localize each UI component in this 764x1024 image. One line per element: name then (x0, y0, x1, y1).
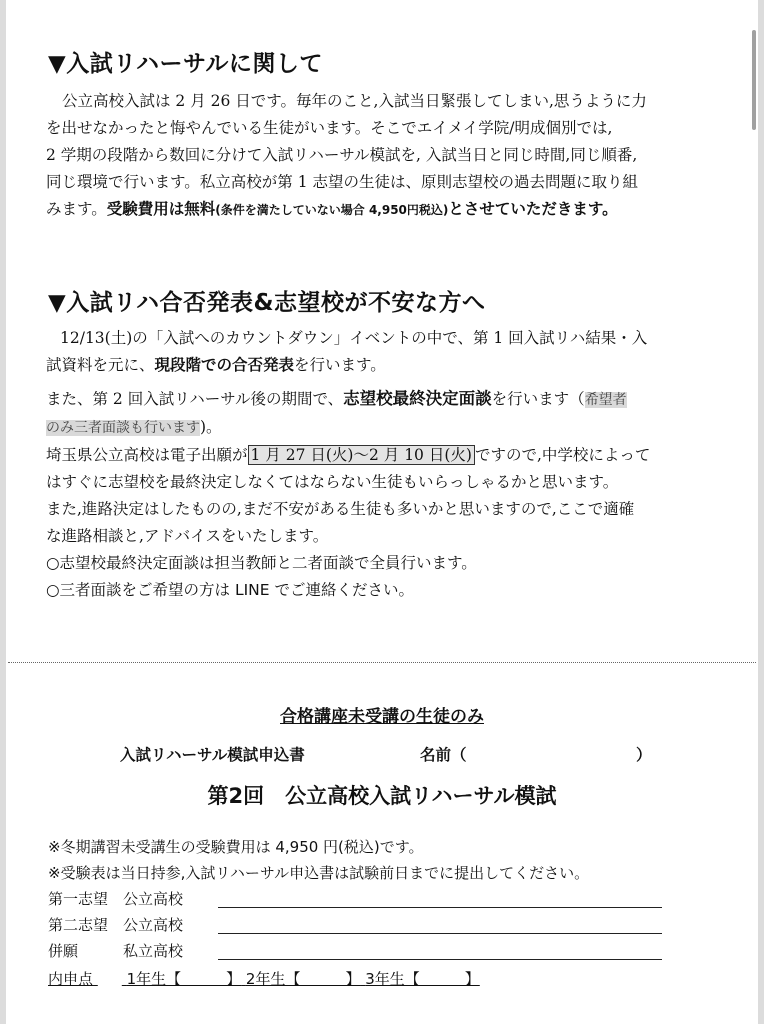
name-close: ） (636, 746, 652, 764)
section-heading-results: ▼入試リハ合否発表&志望校が不安な方へ (48, 290, 486, 316)
section2-notes (46, 550, 718, 604)
section1-line: みます。受験費用は無料(条件を満たしていない場合 4,950円税込)とさせていただきます。 (46, 200, 618, 218)
grade3-field[interactable]: 3年生【 】 (365, 970, 480, 988)
section2-line: のみ三者面談も行います)。 (46, 418, 222, 436)
private-choice-label: 併願 私立高校 (48, 942, 184, 960)
scrollbar-thumb[interactable] (752, 30, 756, 130)
first-choice-label: 第一志望 公立高校 (48, 890, 184, 908)
form-note-fee: ※冬期講習未受講生の受験費用は 4,950 円(税込)です。 (48, 838, 424, 856)
grade2-field[interactable]: 2年生【 】 (245, 970, 361, 988)
line-contact-note: ○三者面談をご希望の方は LINE でご連絡ください。 (46, 581, 414, 599)
section2-line: 12/13(土)の「入試へのカウントダウン」イベントの中で、第 1 回入試リハ結果・入 (60, 329, 648, 347)
section2-line: 試資料を元に、現段階での合否発表を行います。 (46, 356, 386, 374)
highlight-note: のみ三者面談も行います (46, 420, 200, 436)
section1-line: 同じ環境で行います。私立高校が第 1 志望の生徒は、原則志望校の過去問題に取り組 (46, 173, 638, 191)
form-target: 合格講座未受講の生徒のみ (280, 707, 484, 727)
grade1-field[interactable]: 1年生【 】 (126, 970, 242, 988)
fee-note: (条件を満たしていない場合 4,950円税込) (215, 203, 449, 217)
section2-line: はすぐに志望校を最終決定しなくてはならない生徒もいらっしゃるかと思います。 (46, 473, 619, 491)
application-period: 1 月 27 日(火)〜2 月 10 日(火) (248, 445, 475, 465)
section1-paragraph (46, 88, 718, 224)
first-choice-field[interactable] (218, 907, 662, 908)
page-left-edge (0, 0, 6, 1024)
name-label: 名前（ (420, 746, 467, 764)
second-choice-label: 第二志望 公立高校 (48, 916, 184, 934)
interview-note: ○志望校最終決定面談は担当教師と二者面談で全員行います。 (46, 554, 477, 572)
section1-line: を出せなかったと悔やんでいる生徒がいます。そこでエイメイ学院/明成個別では, (46, 119, 613, 137)
second-choice-field[interactable] (218, 933, 662, 934)
section1-line: 2 学期の段階から数回に分けて入試リハーサル模試を, 入試当日と同じ時間,同じ順番, (46, 146, 638, 164)
section2-paragraph2 (46, 385, 718, 550)
form-application-title: 入試リハーサル模試申込書 (120, 746, 305, 764)
page-right-edge (758, 0, 764, 1024)
section-heading-rehearsal: ▼入試リハーサルに関して (48, 51, 323, 77)
section2-line: また,進路決定はしたものの,まだ不安がある生徒も多いかと思いますので,ここで適確 (46, 500, 635, 518)
name-field[interactable] (476, 740, 636, 764)
fee-label: 受験費用は無料 (106, 200, 216, 218)
form-note-submit: ※受験表は当日持参,入試リハーサル申込書は試験前日までに提出してください。 (48, 864, 590, 882)
naishin-row (48, 968, 480, 989)
section2-line: また、第 2 回入試リハーサル後の期間で、志望校最終決定面談を行います（希望者 (46, 389, 627, 408)
section2-paragraph1 (46, 325, 718, 379)
final-interview: 志望校最終決定面談 (343, 389, 492, 408)
highlight-note: 希望者 (584, 392, 627, 408)
section2-line: 埼玉県公立高校は電子出願が 1 月 27 日(火)〜2 月 10 日(火) ですので,中学校によって (46, 446, 651, 464)
private-choice-field[interactable] (218, 959, 662, 960)
cut-line (8, 662, 756, 663)
fee-suffix: とさせていただきます。 (448, 200, 618, 218)
form-title: 第2回 公立高校入試リハーサル模試 (207, 784, 557, 808)
naishin-label: 内申点 (48, 970, 94, 988)
section1-line: 公立高校入試は 2 月 26 日です。毎年のこと,入試当日緊張してしまい,思うように力 (62, 92, 647, 110)
result-announcement: 現段階での合否発表 (154, 356, 295, 374)
section2-line: な進路相談と,アドバイスをいたします。 (46, 527, 329, 545)
